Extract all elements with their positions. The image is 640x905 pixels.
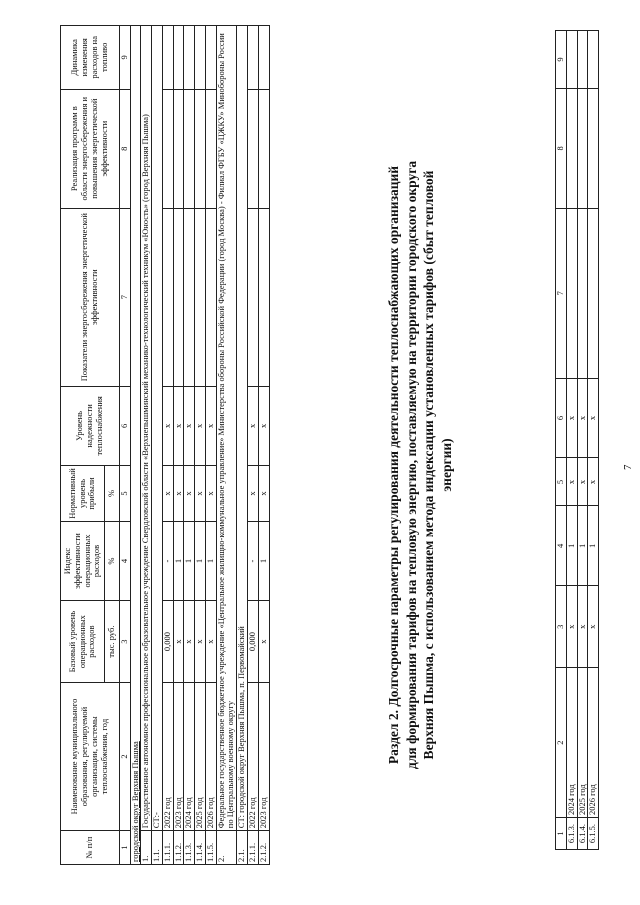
table-cell: 2026 год: [205, 682, 216, 830]
table-cell: 1.1.5.: [205, 831, 216, 865]
table-cell: -: [162, 521, 173, 601]
table-cell: [588, 31, 599, 89]
unit-cell: %: [105, 521, 120, 601]
table-cell: 2024 год: [566, 668, 577, 818]
table-cell: 7: [119, 208, 130, 386]
table-cell: 5: [556, 458, 567, 506]
header-base-opex: Базовый уровень операционных расходов: [61, 601, 105, 683]
table-cell: 0,000: [162, 601, 173, 683]
system-name: СТ: городской округ Верхняя Пышма, п. Первомайский: [237, 26, 248, 831]
table-cell: 7: [556, 208, 567, 378]
table-cell: x: [162, 386, 173, 466]
table-row: [566, 31, 577, 850]
header-number: № п/п: [61, 831, 120, 865]
table-cell: [566, 31, 577, 89]
table-cell: 1: [556, 818, 567, 850]
table-header-row: [61, 26, 105, 865]
table-row: [588, 31, 599, 850]
table-cell: x: [588, 378, 599, 458]
table-row: [248, 26, 259, 865]
table-cell: 1: [258, 521, 269, 601]
table-cell: [588, 208, 599, 378]
table-cell: 2: [556, 668, 567, 818]
table-row: [184, 26, 195, 865]
table-cell: 1: [173, 521, 184, 601]
table-cell: x: [248, 466, 259, 521]
table-column-numbers-row: [119, 26, 130, 865]
header-profit-level: Нормативный уровень прибыли: [61, 466, 105, 521]
table-cell: 6.1.4.: [577, 818, 588, 850]
organization-row: [141, 26, 152, 865]
table-cell: x: [195, 466, 206, 521]
table-cell: 2023 год: [258, 682, 269, 830]
table-cell: 2026 год: [588, 668, 599, 818]
table-cell: [258, 89, 269, 208]
table-cell: [162, 26, 173, 90]
table-cell: 1: [577, 506, 588, 586]
page-number: 7: [622, 464, 634, 470]
table-cell: [588, 88, 599, 208]
table-cell: x: [184, 386, 195, 466]
table-header-row: [556, 31, 567, 850]
table-cell: 3: [119, 601, 130, 683]
table-cell: 2024 год: [184, 682, 195, 830]
table-cell: x: [173, 386, 184, 466]
table-cell: x: [184, 601, 195, 683]
table-cell: x: [205, 466, 216, 521]
table-cell: x: [162, 466, 173, 521]
organization-row: [216, 26, 237, 865]
table-cell: 5: [119, 466, 130, 521]
table-cell: 2.1.1.: [248, 831, 259, 865]
table-cell: [258, 208, 269, 386]
table-cell: 1.1.2.: [173, 831, 184, 865]
table-cell: 1: [588, 506, 599, 586]
table-cell: 1: [195, 521, 206, 601]
table-cell: [130, 26, 141, 865]
table-cell: [173, 26, 184, 90]
table-cell: x: [205, 386, 216, 466]
header-efficiency-index: Индекс эффективности операционных расходов: [61, 521, 105, 601]
heading-line: для формирования тарифов на тепловую энергию, поставляемую на территории городского округа: [403, 160, 419, 770]
table-cell: 4: [556, 506, 567, 586]
system-name: СТ:-: [152, 26, 163, 831]
table-cell: [195, 208, 206, 386]
table-cell: x: [173, 601, 184, 683]
table-cell: 1: [184, 521, 195, 601]
table-cell: x: [577, 586, 588, 668]
table-cell: 8: [119, 89, 130, 208]
table-cell: 1.1.: [152, 831, 163, 865]
table-cell: [205, 208, 216, 386]
table-cell: [184, 89, 195, 208]
table-cell: x: [205, 601, 216, 683]
table-cell: 1.1.4.: [195, 831, 206, 865]
table-cell: -: [248, 521, 259, 601]
table-cell: [205, 89, 216, 208]
table-cell: [162, 89, 173, 208]
table-cell: [248, 89, 259, 208]
table-cell: x: [173, 466, 184, 521]
system-row: [237, 26, 248, 865]
table-cell: 1.1.3.: [184, 831, 195, 865]
table-cell: x: [577, 458, 588, 506]
table-cell: 6: [556, 378, 567, 458]
table-cell: [248, 26, 259, 90]
table-cell: 1: [566, 506, 577, 586]
table-cell: 2022 год: [248, 682, 259, 830]
table-cell: 2022 год: [162, 682, 173, 830]
table-cell: 2.1.: [237, 831, 248, 865]
table-cell: x: [258, 466, 269, 521]
table-cell: [184, 26, 195, 90]
table-cell: 9: [556, 31, 567, 89]
table-cell: [205, 26, 216, 90]
table-row: [205, 26, 216, 865]
table-cell: 1.: [141, 831, 152, 865]
section-heading: [385, 145, 455, 785]
system-row: [152, 26, 163, 865]
table-cell: x: [248, 386, 259, 466]
table-cell: x: [588, 586, 599, 668]
table-cell: [195, 26, 206, 90]
table-cell: x: [588, 458, 599, 506]
municipality-name: городской округ Верхняя Пышма: [129, 741, 140, 862]
table-cell: 2025 год: [195, 682, 206, 830]
tariff-parameters-table: [60, 25, 270, 865]
table-cell: x: [195, 386, 206, 466]
unit-cell: тыс. руб.: [105, 601, 120, 683]
table-cell: x: [566, 586, 577, 668]
table-cell: 6.1.3.: [566, 818, 577, 850]
table-cell: 1: [205, 521, 216, 601]
table-cell: [258, 26, 269, 90]
table-cell: x: [195, 601, 206, 683]
table-cell: 6.1.5.: [588, 818, 599, 850]
table-cell: 2.: [216, 831, 237, 865]
table-row: [173, 26, 184, 865]
table-cell: [577, 208, 588, 378]
header-energy-saving: Показатели энергосбережения энергетической эффективности: [61, 208, 120, 386]
table-cell: x: [566, 458, 577, 506]
municipality-row: [130, 26, 141, 865]
table-cell: x: [258, 386, 269, 466]
unit-cell: %: [105, 466, 120, 521]
table-cell: 2.1.2.: [258, 831, 269, 865]
table-cell: [184, 208, 195, 386]
table-cell: 8: [556, 88, 567, 208]
table-cell: [173, 89, 184, 208]
table-cell: [577, 31, 588, 89]
table-cell: 1: [119, 831, 130, 865]
header-reliability: Уровень надежности теплоснабжения: [61, 386, 120, 466]
table-cell: x: [184, 466, 195, 521]
table-cell: 1.1.1.: [162, 831, 173, 865]
organization-name: Государственное автономное профессиональное образовательное учреждение Свердловской области «Верхнепышминский механико-технологический техникум «Юность» (город Верхняя Пышма): [141, 26, 152, 831]
heading-line: Верхняя Пышма, с использованием метода индексации установленных тарифов (сбыт тепловой энергии): [421, 170, 454, 760]
table-cell: 9: [119, 26, 130, 90]
table-cell: 0,000: [248, 601, 259, 683]
table-cell: 2023 год: [173, 682, 184, 830]
table-cell: 2: [119, 682, 130, 830]
table-cell: [566, 208, 577, 378]
table-cell: [162, 208, 173, 386]
table-cell: [195, 89, 206, 208]
table-cell: [248, 208, 259, 386]
table-row: [577, 31, 588, 850]
table-cell: 2025 год: [577, 668, 588, 818]
header-fuel-dynamics: Динамика изменения расходов на топливо: [61, 26, 120, 90]
table-cell: 3: [556, 586, 567, 668]
table-cell: x: [577, 378, 588, 458]
table-cell: [577, 88, 588, 208]
header-name: Наименование муниципального образования, регулируемой организации, системы теплоснабжения, год: [61, 682, 120, 830]
table-row: [162, 26, 173, 865]
header-programs: Реализация программ в области энергосбережения и повышения энергетической эффективности: [61, 89, 120, 208]
table-cell: [566, 88, 577, 208]
table-cell: x: [566, 378, 577, 458]
table-row: [258, 26, 269, 865]
organization-name: Федеральное государственное бюджетное учреждение «Центральное жилищно-коммунальное управление» Министерства обороны Российской Федерации (город Москва) - Филиал ФГБУ «ЦЖКУ» Минобороны России по Центральному военному округу: [216, 26, 237, 831]
table-cell: [173, 208, 184, 386]
table-cell: x: [258, 601, 269, 683]
table-cell: 6: [119, 386, 130, 466]
table-row: [195, 26, 206, 865]
top-table-continuation: [555, 30, 599, 850]
heading-line: Раздел 2. Долгосрочные параметры регулирования деятельности теплоснабжающих организаций: [386, 165, 401, 765]
table-cell: 4: [119, 521, 130, 601]
